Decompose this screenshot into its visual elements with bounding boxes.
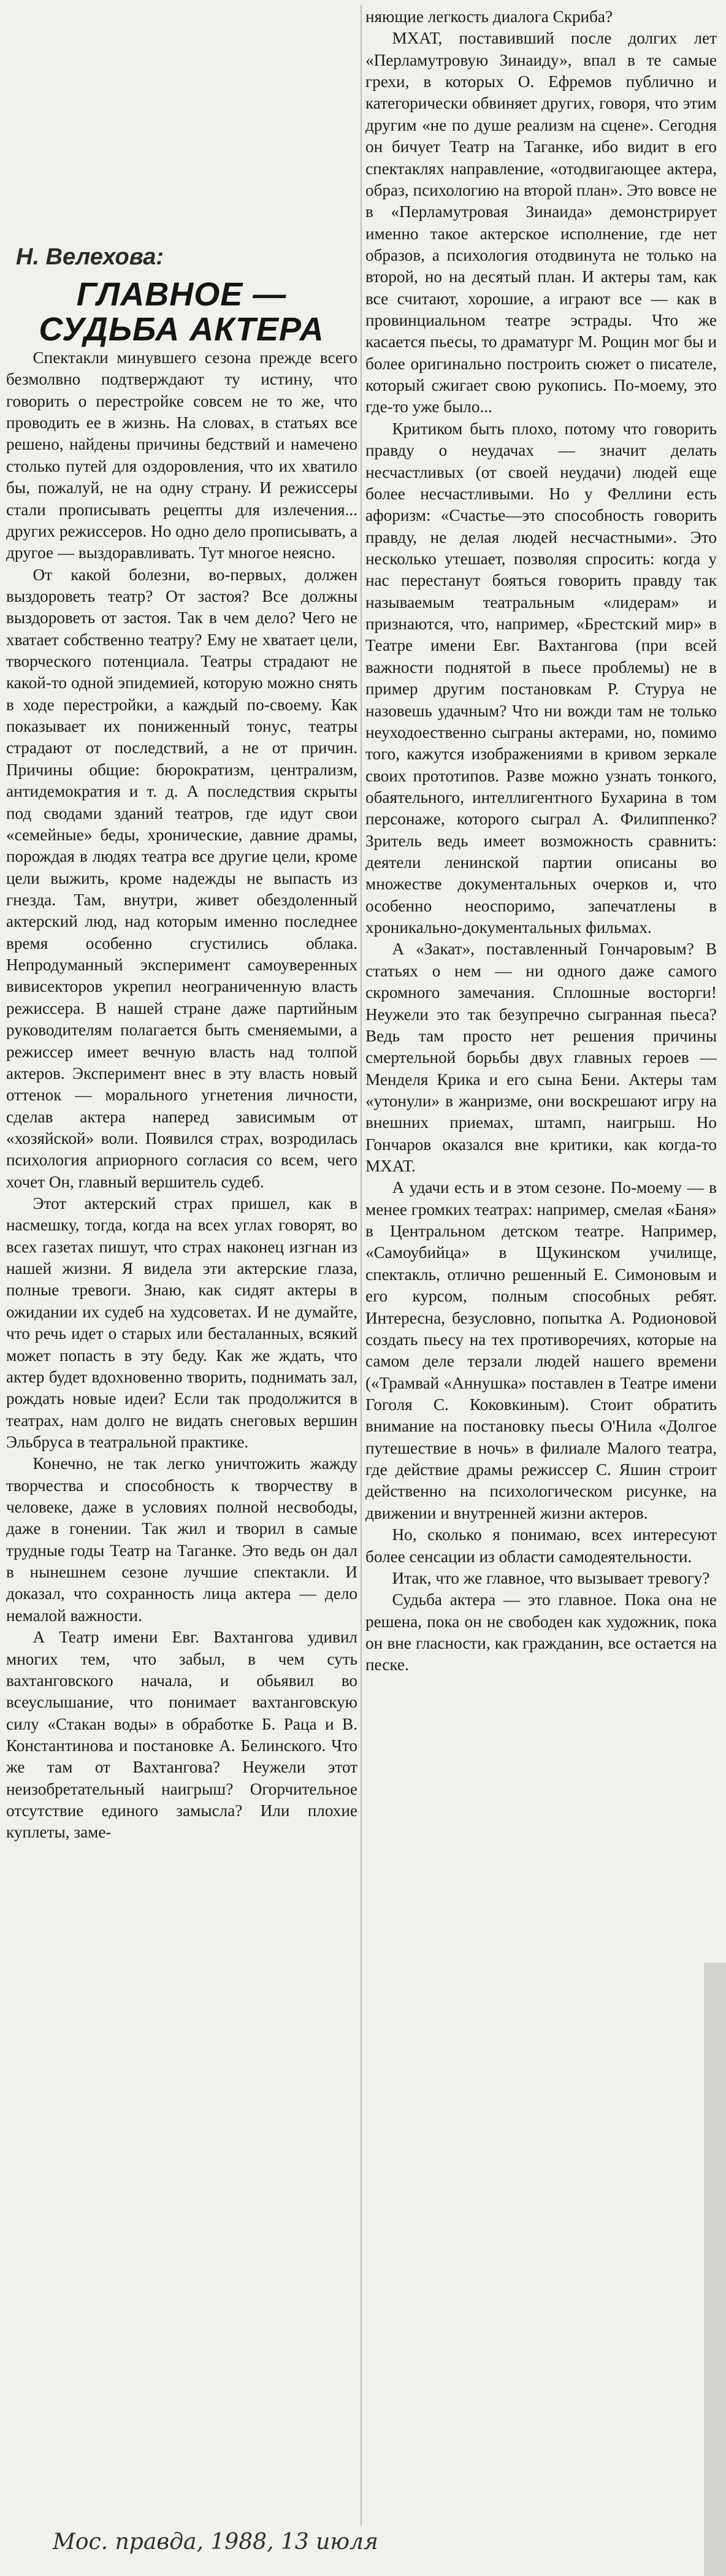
paragraph: Этот актерский страх пришел, как в насмешку, тогда, когда на всех углах говорят, во всех газетах пишут, что страх наконец изгнан из нашей жизни. Я видела эти актерские глаза, полные тревоги. Знаю, как сидят актеры в ожидании их судеб на худсоветах. И не думайте, что речь идет о старых или бесталанных, всякий может попасть в эту беду. Как же ждать, что актер будет вдохновенно творить, поднимать зал, рождать новые идеи? Если так продолжится в театрах, нам долго не видать снеговых вершин Эльбруса в театральной практике.: [6, 1194, 357, 1451]
left-column: [6, 347, 357, 2561]
paragraph: Конечно, не так легко уничтожить жажду творчества и способность к творчеству в человеке, даже в условиях полной несвободы, даже в гонении. Так жил и творил в самые трудные годы Театр на Таганке. Это ведь он дал в нынешнем сезоне лучшие спектакли. И доказал, что сохранность лица актера — дело немалой важности.: [6, 1454, 357, 1625]
paragraph: А «Закат», поставленный Гончаровым? В статьях о нем — ни одного даже самого скромного замечания. Сплошные восторги! Неужели это так безупречно сыгранная пьеса? Ведь там просто нет решения причины смертельной борьбы двух главных героев — Менделя Крика и его сына Бени. Актеры там «утонули» в жанризме, они воскрешают игру на внешних приемах, штамп, наигрыш. Но Гончаров оказался вне критики, как когда-то МХАТ.: [365, 940, 717, 1176]
right-column: [365, 6, 717, 2515]
paragraph: А Театр имени Евг. Вахтангова удивил многих тем, что забыл, в чем суть вахтанговского начала, и обьявил во всеуслышание, что понимает вахтанговскую силу «Стакан воды» в обработке Б. Раца и В. Константинова и постановке А. Белинского. Что же там от Вахтангова? Неужели этот неизобретательный наигрыш? Огорчительное отсутствие единого замысла? Или плохие куплеты, заме-: [6, 1628, 357, 1842]
paragraph: Судьба актера — это главное. Пока она не решена, пока он не свободен как художник, пока он вне гласности, как гражданин, все остается на песке.: [365, 1590, 717, 1674]
paragraph: МХАТ, поставивший после долгих лет «Перламутровую Зинаиду», впал в те самые грехи, в которых О. Ефремов публично и категорически обвиняет других, говоря, что этим другим «не по душе реализм на сцене». Сегодня он бичует Театр на Таганке, ибо видит в его спектаклях направление, «отодвигающее актера, образ, психологию на второй план». Это вовсе не в «Перламутровая Зинаида» демонстрирует именно такое актерское исполнение, где нет образов, а психология отодвинута не только на второй, но на десятый план. И актеры там, как все считают, хорошие, а играют все — как в провинциальном театре эстрады. Что же касается пьесы, то драматург М. Рощин мог бы и более оригинально построить сюжет о писателе, который сжигает свою рукопись. По-моему, это где-то уже было...: [365, 29, 717, 416]
paragraph: Итак, что же главное, что вызывает тревогу?: [392, 1568, 710, 1587]
headline-line-1: ГЛАВНОЕ —: [76, 276, 287, 313]
paragraph: От какой болезни, во-первых, должен выздороветь театр? От застоя? Все должны выздороветь от застоя. Так в чем дело? Чего не хватает собственно театру? Ему не хватает цели, творческого потенциала. Театры страдают не какой-то одной эпидемией, которую можно снять в ходе перестройки, а каждый по-своему. Как показывает их пониженный тонус, театры страдают от последствий, а не от причин. Причины общие: бюрократизм, централизм, антидемократия и т. д. А последствия скрыты под сводами зданий театров, где идут свои «семейные» беды, хронические, давние драмы, порождая в людях театра все другие цели, кроме цели выжить, кроме надежды не выпасть из гнезда. Там, внутри, живет обездоленный актерский люд, над которым именно последнее время особенно сгустились облака. Непродуманный эксперимент самоуверенных вивисекторов укрепил неограниченную власть режиссера. В нашей стране даже партийным руководителям полагается быть сменяемыми, а режиссер имеет вечную власть над толпой актеров. Эксперимент внес в эту власть новый оттенок — морального угнетения личности, сделав актера наперед зависимым от «хозяйской» воли. Появился страх, возродилась психология априорного согласия со всем, чего хочет Он, главный вершитель судеб.: [6, 565, 357, 1191]
headline-line-2: СУДЬБА АКТЕРА: [39, 310, 324, 348]
article-headline: [16, 277, 347, 347]
paragraph: Критиком быть плохо, потому что говорить правду о неудачах — значит делать несчастливых (от своей неудачи) людей еще более несчастливыми. Но у Феллини есть афоризм: «Счастье—это способность говорить правду, не делая людей несчастными». Это несколько утешает, позволяя спросить: когда у нас перестанут бояться говорить правду так называемым театральным «лидерам» и признаются, что, например, «Брестский мир» в Театре имени Евг. Вахтангова (при всей важности поднятой в пьесе проблемы) не в пример другим постановкам Р. Стуруа не назовешь удачным? Что ни вожди там не только неуходоественно сыграны актерами, но, помимо того, кажутся изображениями в кривом зеркале своих прототипов. Разве можно узнать тонкого, обаятельного, интеллигентного Бухарина в том персонаже, которого сыграл А. Филиппенко? Зритель ведь имеет возможность сравнить: деятели ленинской партии описаны во множестве документальных очерков и, что особенно неоспоримо, запечатлены в хроникально-документальных фильмах.: [365, 419, 717, 937]
handwritten-source-note: Мос. правда, 1988, 13 июля: [53, 2529, 378, 2555]
author-byline: Н. Велехова:: [16, 244, 164, 270]
paragraph: няющие легкость диалога Скриба?: [365, 7, 613, 26]
paragraph: Спектакли минувшего сезона прежде всего безмолвно подтверждают ту истину, что говорить о перестройке совсем не то же, что проводить ее в жизнь. На словах, в статьях все решено, найдены причины бедствий и намечено столько путей для оздоровления, что их хватило бы, пожалуй, не на одну страну. И режиссеры стали прописывать рецепты для излечения... других режиссеров. Но одно дело прописывать, а другое — выздоравливать. Тут многое неясно.: [6, 348, 357, 562]
paragraph: Но, сколько я понимаю, всех интересуют более сенсации из области самодеятельности.: [365, 1525, 717, 1566]
margin-scrap: [704, 1963, 726, 2576]
column-divider: [361, 5, 362, 2526]
paragraph: А удачи есть и в этом сезоне. По-моему — в менее громких театрах: например, смелая «Баня» в Центральном детском театре. Например, «Самоубийца» в Щукинском училище, спектакль, отлично решенный Е. Симоновым и его курсом, полным способных ребят. Интересна, безусловно, попытка А. Родионовой создать пьесу на тех противоречиях, которые на самом деле терзали людей нашего времени («Трамвай «Аннушка» поставлен в Театре имени Гоголя С. Коковкиным). Стоит обратить внимание на постановку пьесы О'Нила «Долгое путешествие в ночь» в филиале Малого театра, где действие драмы режиссер С. Яшин строит действенно на психологическом рисунке, на движении и внутренней жизни актеров.: [365, 1178, 717, 1522]
